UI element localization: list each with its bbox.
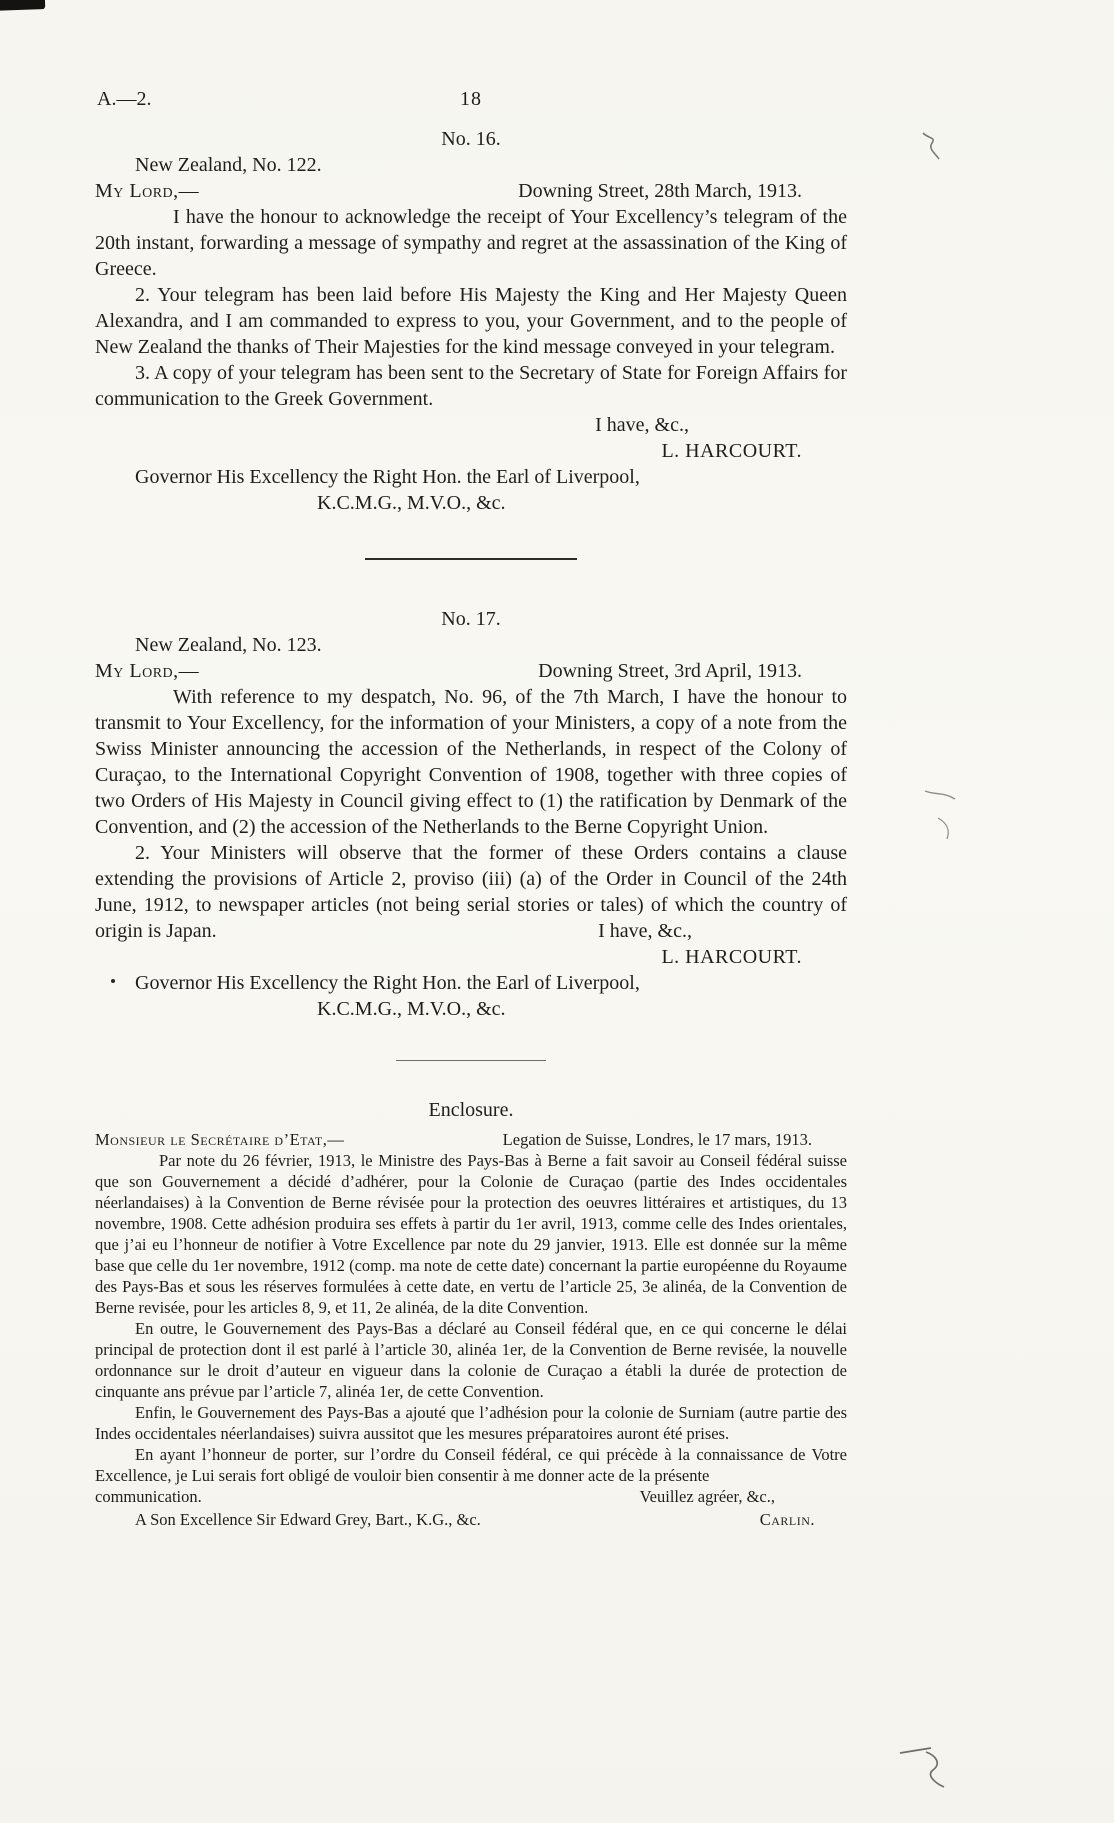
- pencil-mark-right-margin: [920, 786, 962, 850]
- pencil-mark-bottom-right: [896, 1742, 954, 1796]
- letter-no-17: [95, 606, 847, 1022]
- closing-line: [95, 1486, 847, 1507]
- page-number: 18: [460, 88, 482, 110]
- letter-heading: No. 16.: [441, 128, 501, 150]
- letter-paragraph: [95, 840, 847, 944]
- enclosure: [95, 1097, 847, 1530]
- addressee-line-1: [135, 970, 847, 996]
- letter-paragraph: 2. Your telegram has been laid before His Majesty the King and Her Majesty Queen Alexandra, and I am commanded to express to you, your Government, and to the people of New Zealand the thanks of Their Majesties for the kind message conveyed in your telegram.: [95, 284, 847, 358]
- section-divider-light: [396, 1060, 546, 1061]
- letter-no-16: [95, 126, 847, 516]
- letter-reference: New Zealand, No. 123.: [135, 634, 322, 656]
- document-reference: A.—2.: [97, 88, 152, 110]
- enclosure-heading: Enclosure.: [428, 1099, 514, 1121]
- letter-paragraph: With reference to my despatch, No. 96, of the 7th March, I have the honour to transmit to Your Excellency, for the information of your Ministers, a copy of a note from the Swiss Minister announcing the accession of the Netherlands, in respect of the Colony of Curaçao, to the International Copyright Convention of 1908, together with three copies of two Orders of His Majesty in Council giving effect to (1) the ratification by Denmark of the Convention, and (2) the accession of the Netherlands to the Berne Copyright Union.: [95, 686, 847, 838]
- addressee-text: Governor His Excellency the Right Hon. the Earl of Liverpool,: [135, 972, 640, 994]
- addressee-line-2: K.C.M.G., M.V.O., &c.: [317, 492, 506, 514]
- letter-paragraph: 3. A copy of your telegram has been sent to the Secretary of State for Foreign Affairs for communication to the Greek Government.: [95, 362, 847, 410]
- scan-smudge-top-left: [0, 0, 45, 11]
- letter-heading: No. 17.: [441, 608, 501, 630]
- salutation-line: [95, 658, 847, 684]
- addressee-line-1: Governor His Excellency the Right Hon. the Earl of Liverpool,: [135, 466, 640, 488]
- signature: L. HARCOURT.: [661, 440, 802, 462]
- signature: Carlin.: [759, 1510, 815, 1529]
- dateline: Downing Street, 28th March, 1913.: [518, 180, 802, 202]
- ink-spot: [111, 979, 115, 983]
- page-header: [95, 88, 847, 114]
- letter-reference: New Zealand, No. 122.: [135, 154, 322, 176]
- letter-paragraph: I have the honour to acknowledge the receipt of Your Excellency’s telegram of the 20th instant, forwarding a message of sympathy and regret at the assassination of the King of Greece.: [95, 206, 847, 280]
- signature: L. HARCOURT.: [661, 946, 802, 968]
- dateline: Legation de Suisse, Londres, le 17 mars, 1913.: [502, 1130, 812, 1149]
- salutation: My Lord,—: [95, 180, 200, 202]
- dateline: Downing Street, 3rd April, 1913.: [538, 660, 802, 682]
- salutation: Monsieur le Secrétaire d’Etat,—: [95, 1130, 345, 1149]
- valediction: I have, &c.,: [595, 414, 689, 436]
- enclosure-paragraph: Par note du 26 février, 1913, le Ministre des Pays-Bas à Berne a fait savoir au Conseil fédéral suisse que son Gouvernement a décidé d’adhérer, pour la Colonie de Curaçao (partie des Indes occidentales néerlandaises) à la Convention de Berne révisée pour la protection des oeuvres littéraires et artistiques, du 13 novembre, 1908. Cette adhésion produira ses effets à partir du 1er avril, 1913, comme celle des Indes orientales, que j’ai eu l’honneur de notifier à Votre Excellence par note du 29 janvier, 1913. Elle est donnée sur la même base que celle du 1er novembre, 1912 (comp. ma note de cette date) concernant la partie européenne du Royaume des Pays-Bas et sous les réserves formulées à cette date, en vertu de l’article 25, 3e alinéa, de la Convention de Berne revisée, pour les articles 8, 9, et 11, 2e alinéa, de la dite Convention.: [95, 1151, 847, 1317]
- enclosure-paragraph: En outre, le Gouvernement des Pays-Bas a déclaré au Conseil fédéral que, en ce qui concerne le délai principal de protection dont il est parlé à l’article 30, alinéa 1er, de la Convention de Berne revisée, la nouvelle ordonnance sur le droit d’auteur en vigueur dans la colonie de Curaçao a établi la durée de protection de cinquante ans prévue par l’article 7, alinéa 1er, de cette Convention.: [95, 1319, 847, 1401]
- salutation: My Lord,—: [95, 660, 200, 682]
- valediction: Veuillez agréer, &c.,: [639, 1487, 775, 1506]
- page-content: [95, 88, 847, 1530]
- addressee-line-2: K.C.M.G., M.V.O., &c.: [317, 998, 506, 1020]
- paragraph-text: 2. Your Ministers will observe that the former of these Orders contains a clause extending the provisions of Article 2, proviso (iii) (a) of the Order in Council of the 24th June, 1912, to newspaper articles (not being serial stories or tales) of which the country of origin is Japan.: [95, 842, 847, 942]
- salutation-line: [95, 178, 847, 204]
- enclosure-paragraph: En ayant l’honneur de porter, sur l’ordre du Conseil fédéral, ce qui précède à la connaissance de Votre Excellence, je Lui serais fort obligé de vouloir bien consentir à me donner acte de la présente: [95, 1445, 847, 1485]
- salutation-line: [95, 1129, 847, 1150]
- pencil-mark-top-right: [916, 128, 950, 164]
- valediction: I have, &c.,: [598, 920, 692, 942]
- enclosure-final-line: [95, 1509, 847, 1530]
- closing-word: communication.: [95, 1487, 202, 1506]
- section-divider: [365, 558, 577, 560]
- enclosure-paragraph: Enfin, le Gouvernement des Pays-Bas a ajouté que l’adhésion pour la colonie de Surniam (autre partie des Indes occidentales néerlandaises) suivra aussitot que les mesures préparatoires auront été prises.: [95, 1403, 847, 1443]
- addressee: A Son Excellence Sir Edward Grey, Bart., K.G., &c.: [135, 1510, 481, 1529]
